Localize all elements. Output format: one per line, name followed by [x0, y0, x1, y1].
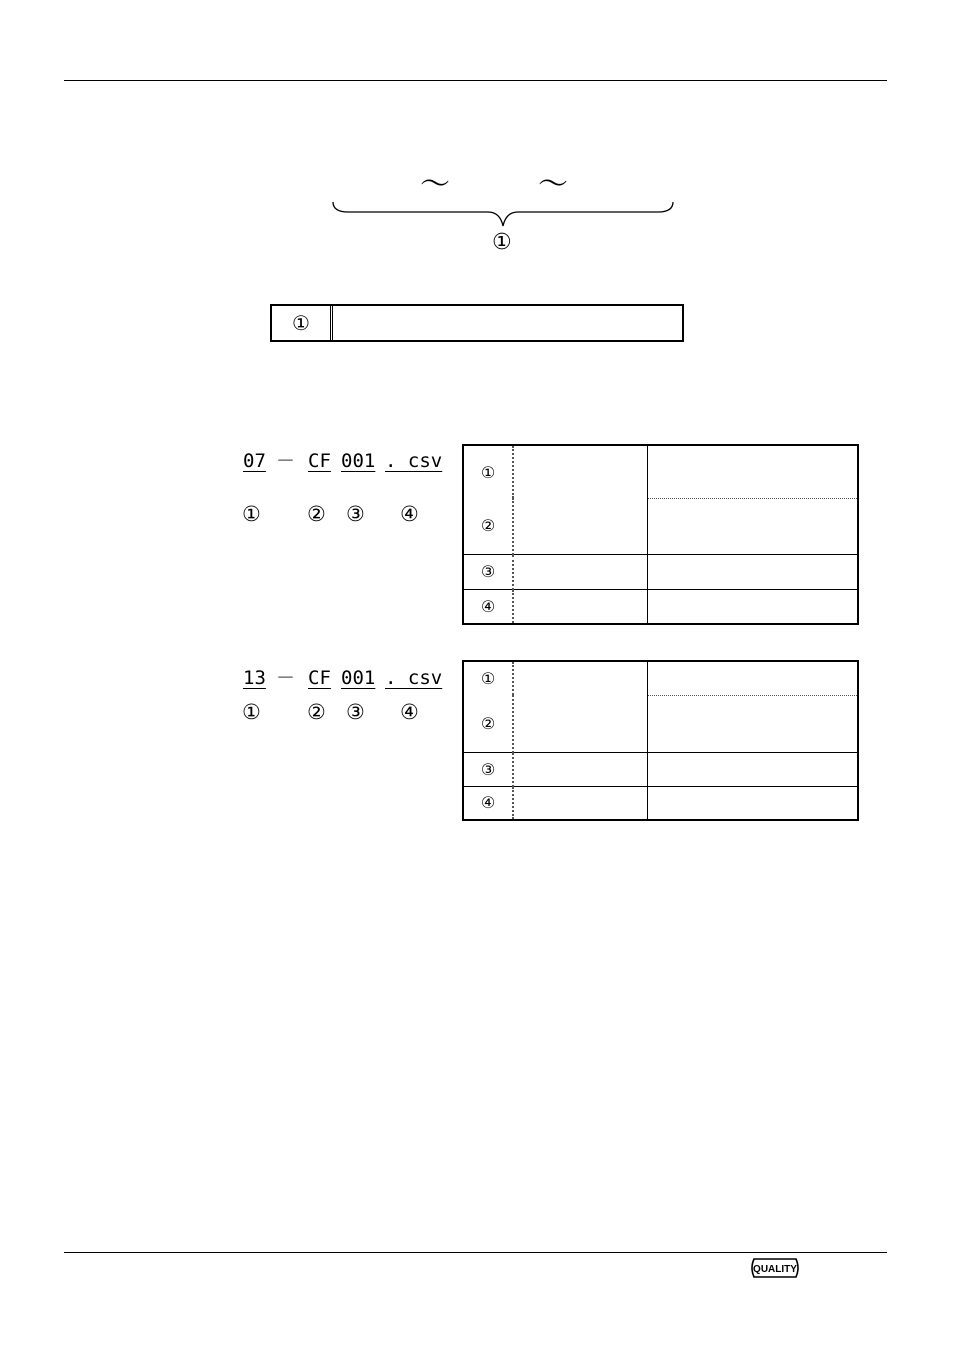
- row-value-4: [648, 589, 859, 624]
- row-num-1: ①: [463, 661, 513, 695]
- row-value-1: [648, 445, 859, 498]
- header-rule: [64, 80, 887, 81]
- tilde-mark-1: ～: [420, 167, 450, 202]
- row-desc-4: [513, 589, 648, 624]
- tilde-mark-2: ～: [538, 167, 568, 202]
- row-num-4: ④: [463, 786, 513, 820]
- spec-table-2: [462, 660, 859, 821]
- marker-4: ④: [400, 502, 419, 526]
- filename-part-4: . csv: [385, 667, 443, 689]
- footer-rule: [64, 1252, 887, 1253]
- marker-2: ②: [307, 700, 326, 724]
- row-value-4: [648, 786, 859, 820]
- definition-value: [333, 306, 682, 340]
- filename-part-2: CF: [308, 667, 331, 689]
- row-desc-1: [513, 445, 648, 554]
- definition-key: ①: [272, 306, 333, 340]
- marker-1: ①: [242, 700, 261, 724]
- row-value-2: [648, 695, 859, 752]
- filename-dash: －: [276, 450, 296, 472]
- filename-part-3: 001: [341, 450, 376, 472]
- marker-2: ②: [307, 502, 326, 526]
- svg-text:QUALITY: QUALITY: [753, 1264, 797, 1275]
- marker-1: ①: [242, 502, 261, 526]
- quality-logo: [748, 1257, 802, 1279]
- row-num-3: ③: [463, 554, 513, 589]
- spec-table-1: [462, 444, 859, 625]
- row-value-3: [648, 554, 859, 589]
- marker-4: ④: [400, 700, 419, 724]
- row-desc-3: [513, 554, 648, 589]
- row-desc-4: [513, 786, 648, 820]
- curly-brace: [330, 198, 676, 232]
- row-num-2: ②: [463, 695, 513, 752]
- marker-3: ③: [346, 502, 365, 526]
- filename-part-1: 07: [243, 450, 266, 472]
- row-num-4: ④: [463, 589, 513, 624]
- row-num-3: ③: [463, 752, 513, 786]
- row-value-3: [648, 752, 859, 786]
- row-value-2: [648, 498, 859, 554]
- filename-part-2: CF: [308, 450, 331, 472]
- filename-part-1: 13: [243, 667, 266, 689]
- row-num-2: ②: [463, 498, 513, 554]
- definition-box: [270, 304, 684, 342]
- brace-marker: ①: [492, 230, 512, 255]
- row-desc-3: [513, 752, 648, 786]
- row-num-1: ①: [463, 445, 513, 498]
- marker-3: ③: [346, 700, 365, 724]
- filename-part-4: . csv: [385, 450, 443, 472]
- filename-dash: －: [276, 667, 296, 689]
- row-value-1: [648, 661, 859, 695]
- row-desc-1: [513, 661, 648, 752]
- filename-part-3: 001: [341, 667, 376, 689]
